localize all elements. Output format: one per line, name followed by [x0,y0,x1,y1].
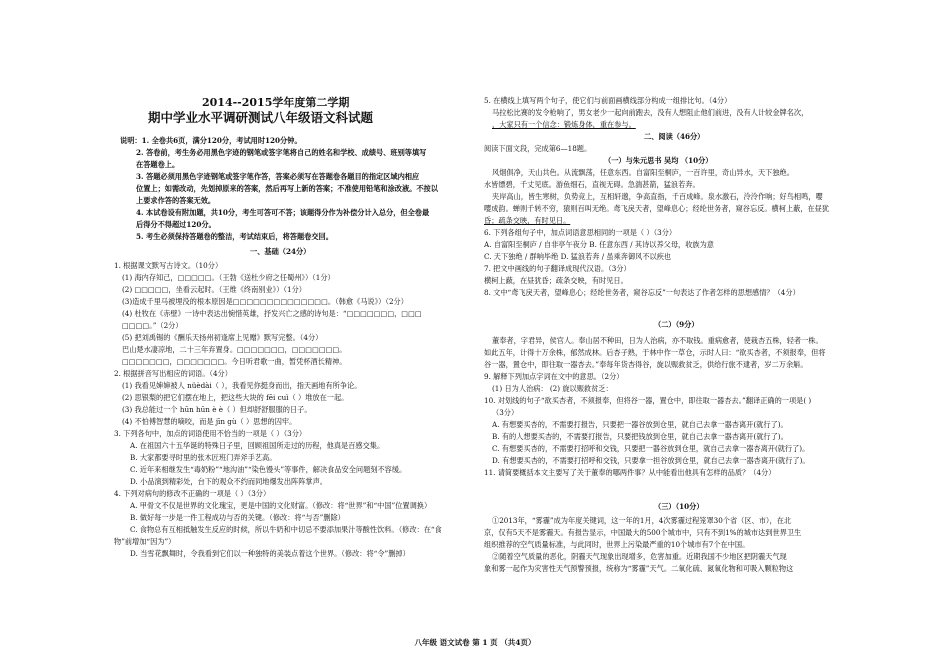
section-heading: （二）（9分） [654,320,699,329]
passage-text: ①2013年，“雾霾”成为年度关键词，这一年的1月，4次雾霾过程笼罩30个省（区、市），在北 [492,516,792,525]
question-text: (1) 海内存知己，□□□□□。（王勃《送杜少府之任蜀州》）（1分） [122,273,335,282]
question-text: (2) □□□□□，坐看云起时。（王维《终南别业》）（1分） [122,285,306,294]
option-text: D. 有想要买杏的，不需要打招呼和交钱，只要拿一担谷放到仓里，就自己去拿一器杏离开(就行了)。 [492,456,810,465]
passage-text: 嘤成韵。蝉则千转不穷，猿则百叫无绝。鸢飞戾天者，望峰息心；经纶世务者，窥谷忘反。横柯上蔽，在昼犹 [484,204,830,213]
option-text: D. 当雪花飘舞时，令我看到它们以一种独特的美装点着这个世界。（修改：将“令”删掉） [130,549,410,558]
option-text: B. 做好每一步是一件工程成功与否的关键。（修改：将“与否”删除） [130,513,345,522]
option-text: C. 近年来相继发生“毒奶粉”“地沟油”“染色馒头”等事件，解决食品安全问题刻不容缓。 [130,465,407,474]
instruction-line: 4. 本试卷设有附加题，共10分，考生可答可不答；该题得分作为补偿分计入总分，但全卷最 [136,208,430,217]
option-text: D. 小品演到精彩处，台下的观众不约而同地爆发出阵阵掌声。 [130,477,327,486]
question-text: (1) 日为人治病： (2) 旋以赈救贫乏： [492,384,613,393]
question-text: (4) 杜牧在《赤壁》一诗中表达出惋惜英雄，抒发兴亡之感的诗句是：“□□□□□□□，□□□ [122,309,422,318]
instruction-line: 说明：1. 全卷共6页，满分120分，考试用时120分钟。 [120,136,302,145]
passage-text: 京，仅有5天不是雾霾天。有报告显示，中国最大的500个城市中，只有不到1%的城市达到世界卫生 [484,528,802,537]
instruction-line: 位置上；如需改动，先划掉原来的答案，然后再写上新的答案；不准使用铅笔和涂改液。不按以 [136,184,438,193]
instruction-line: 3. 答题必须用黑色字迹钢笔或签字笔作答，答案必须写在答题卷各题目的指定区域内相应 [136,172,420,181]
section-heading: 二、阅读（46分） [644,132,705,141]
question-text: 7. 把文中画线的句子翻译成现代汉语。（3分） [484,264,631,273]
question-text: 巴山楚水凄凉地，二十三年弃置身。□□□□□□□，□□□□□□□。 [122,345,347,354]
question-text: 3. 下列各句中，加点的词语使用不恰当的一项是（ ）（3分） [114,429,307,438]
instruction-line: 后得分不得超过120分。 [136,220,216,229]
question-text: （3分） [492,408,519,417]
question-text: 马拉松比赛的发令枪响了，男女老少一起向前跑去，没有人想阻止他们前进，没有人计较金牌名次， [492,108,809,117]
passage-title: （一）与朱元思书 吴均 （10分） [604,156,713,165]
option-text: C. 天下独绝 / 群响毕绝 D. 猛浪若奔 / 虽乘奔御风不以疾也 [484,252,672,261]
question-text: (3) 我总能过一个 hūn hūn è è（ ）但却舒舒服服的日子。 [122,405,312,414]
question-text: 9. 解释下列加点字词在文中的意思。（2分） [484,372,624,381]
question-text: □□□□。”（2分） [122,321,183,330]
answer-blank-line: ，大家只有一个信念：锻炼身体，重在参与。 [492,120,636,129]
question-text: 横柯上蔽，在昼犹昏；疏条交映，有时见日。 [484,276,628,285]
option-text: A. 在祖国六十五华诞的特殊日子里，回顾祖国所走过的历程，他真是百感交集。 [130,441,385,450]
question-text: 10. 对划线的句子“欲买杏者，不须报奉，但将谷一器，置仓中，即往取一器杏去。”翻译正确的一项是( ) [484,396,812,405]
question-text: (4) 不怕傅智慧的嘀咬，而是 jīn gù（ ）思想的囚牢。 [122,417,297,426]
option-text: A. 自富阳至桐庐 / 自非亭午夜分 B. 任意东西 / 其诗以养父母，收族为意 [484,240,714,249]
instruction-line: 在答题卷上。 [136,160,180,169]
page-footer: 八年级 语文试卷 第 1 页 （共4页） [414,638,536,647]
section-heading: （三）（10分） [654,502,704,511]
instruction-line: 2. 答卷前，考生务必用黑色字迹的钢笔或签字笔将自己的姓名和学校、成绩号、班别等填写 [136,148,427,157]
question-text: 2. 根据拼音写出相应的词语。（4分） [114,369,232,378]
section-heading: 一、基础（24分） [250,247,311,256]
question-text: (3)造成千里马被埋没的根本原因是□□□□□□□□□□□□□□。（韩愈《马说》）（2分） [122,297,408,306]
option-text: C. 有想要买杏的，不需要打招呼和交钱，只要把一器谷放到仓里，就自己去拿一器杏离开(就行了)。 [492,444,810,453]
passage-text: 水皆缥碧，千丈见底。游鱼细石，直视无碍。急湍甚箭，猛浪若奔。 [484,180,700,189]
passage-text: 组织推荐的空气质量标准，与此同时，世界上污染最严重的10个城市有7个在中国。 [484,540,750,549]
instruction-line: 5. 考生必须保持答题卷的整洁，考试结束后，将答题卷交回。 [136,232,333,241]
exam-main-title: 期中学业水平调研测试八年级语文科试题 [148,110,374,125]
option-text: A. 甲骨文不仅是世界的文化瑰宝，更是中国的文化财富。（修改：将“世界”和“中国”位置调换） [130,501,432,510]
option-text: B. 有的人想要买杏的，不需要打报告，只要把钱放到仓里，就自己去拿一器杏离开(就行了)。 [492,432,788,441]
passage-text: 董奉者，字君异，侯官人。奉山居不种田，日为人治病，亦不取钱。重病愈者，使栽杏五株，轻者一株。 [492,336,823,345]
passage-text: 风烟俱净，天山共色。从流飘荡，任意东西。自富阳至桐庐，一百许里，奇山异水，天下独绝。 [492,168,794,177]
exam-year-title: 2014--2015学年度第二学期 [202,96,350,109]
option-text: C. 食物总有互相抵触发生反应的时候，所以牛奶和中切忌不要添加果汁等酸性饮料。（修改：在“食 [130,525,442,534]
reading-instruction: 阅读下面文段，完成第6—18题。 [484,144,592,153]
option-text: A. 有想要买杏的，不需要打报告，只要把一器谷放到仓里，就自己去拿一器杏离开(就行了)。 [492,420,788,429]
passage-text: 如此五年，计得十万余株，郁然成林。后杏子熟，于林中作一草仓，示时人曰：“欲买杏者，不须报奉，但将 [484,348,826,357]
question-text: 1. 根据课文默写古诗文。（10分） [114,261,223,270]
option-text: B. 大家都要寻时里的张木匠班门弄斧手艺高。 [130,453,277,462]
passage-text: 昏；疏条交映，有时见日。 [484,216,571,225]
question-text: (1) 我看见婶婶被人 nüèdài（ ），我看见你挺身而出，指天画地有所争论。 [122,381,362,390]
passage-text: 夹岸高山，皆生寒树，负势竞上，互相轩邈，争高直指，千百成峰。泉水激石，泠泠作响；好鸟相鸣，嘤 [492,192,823,201]
passage-text: ②随着空气质量的恶化，阴霾天气现象出现增多，危害加重。近期我国不少地区把阴霾天气现 [492,552,787,561]
passage-text: 谷一器，置仓中，即往取一器杏去。”奉每年货杏得谷，旋以赈救贫乏，供给行旅不逮者，岁二万余斛。 [484,360,808,369]
question-text: 6. 下列各组句子中，加点词语意思相同的一项是（ ）（3分） [484,228,677,237]
question-text: (5) 把刘禹锡的《酬乐天扬州初逢席上见赠》默写完整。（4分） [122,333,323,342]
question-text: 4. 下列对病句的修改不正确的一项是（ ）（3分） [114,489,271,498]
question-text: □□□□□□□，□□□□□□□。今日听君歌一曲，暂凭杯酒长精神。 [122,357,347,366]
passage-text: 象和雾一起作为灾害性天气预警预报，统称为“雾霾”天气。二氧化硫、氮氧化物和可吸入颗粒物这 [484,564,794,573]
option-text: 物”前增加“因为”） [114,537,176,546]
question-text: 8. 文中“鸢飞戾天者，望峰息心；经纶世务者，窥谷忘反”一句表达了作者怎样的思想感情？（4分） [484,288,800,297]
instruction-line: 上要求作答的答案无效。 [136,196,216,205]
question-text: 11. 请简要概括本文主要写了关于董奉的哪两件事？从中能看出他具有怎样的品质？（4分） [484,468,776,477]
question-text: 5. 在横线上填写两个句子，使它们与前面画横线部分构成一组排比句。（4分） [484,96,732,105]
question-text: (2) 思银梨的把它们摆在地上，把这些大块的 fēi cuì（ ）堆放在一起。 [122,393,349,402]
